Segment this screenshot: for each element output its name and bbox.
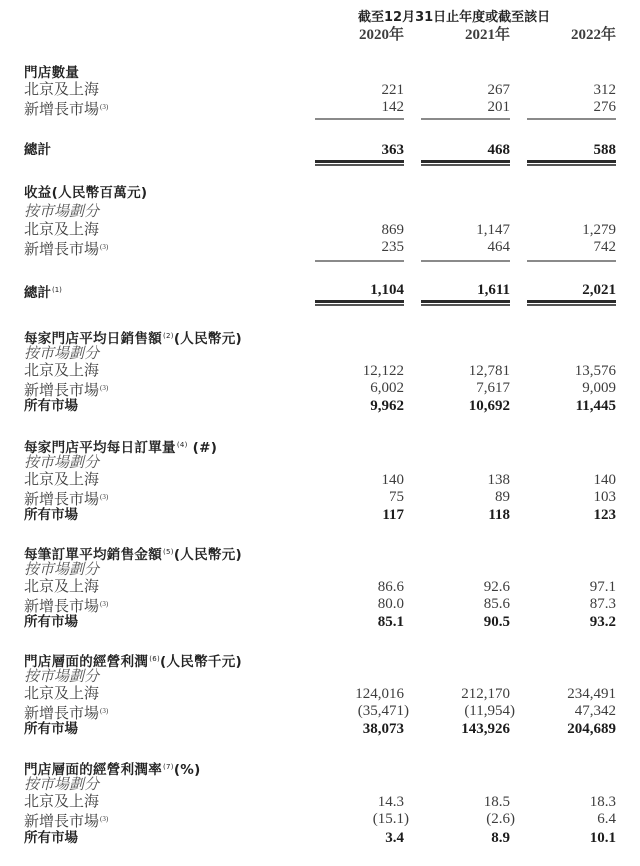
year-header-2021: 2021年 bbox=[464, 27, 510, 43]
section-title-revenue: 收益(人民幣百萬元) bbox=[24, 185, 148, 201]
subtitle-by-market: 按市場劃分 bbox=[24, 562, 100, 578]
label-text: 新增長市場 bbox=[24, 102, 100, 118]
cell: 312 bbox=[593, 82, 616, 98]
subtitle-by-market: 按市場劃分 bbox=[24, 204, 100, 220]
all-markets-label: 所有市場 bbox=[24, 398, 78, 414]
total-cell: 2,021 bbox=[582, 282, 616, 298]
total-cell: 204,689 bbox=[567, 721, 616, 737]
year-header-2020: 2020年 bbox=[358, 27, 404, 43]
cell: 276 bbox=[593, 99, 616, 115]
row-label-beijing-shanghai: 北京及上海 bbox=[24, 472, 100, 488]
double-rule bbox=[527, 160, 616, 166]
total-cell: 8.9 bbox=[491, 830, 510, 846]
cell: 212,170 bbox=[461, 686, 510, 702]
subtotal-rule bbox=[527, 260, 616, 262]
row-label-new-growth-markets bbox=[24, 811, 108, 828]
cell: 97.1 bbox=[589, 579, 616, 595]
section-title-avg-daily-sales bbox=[24, 328, 242, 345]
cell: 92.6 bbox=[483, 579, 510, 595]
title-text: 門店層面的經營利潤 bbox=[24, 654, 149, 670]
double-rule bbox=[527, 300, 616, 306]
title-text: 每筆訂單平均銷售金額 bbox=[24, 547, 162, 563]
cell: 86.6 bbox=[377, 579, 404, 595]
label-text: 總計 bbox=[24, 285, 51, 301]
section-title-avg-daily-orders bbox=[24, 437, 217, 454]
cell: 80.0 bbox=[377, 596, 404, 612]
subtotal-rule bbox=[527, 118, 616, 120]
cell: 7,617 bbox=[476, 380, 510, 396]
total-cell: 93.2 bbox=[589, 614, 616, 630]
cell-negative: (11,954) bbox=[464, 703, 515, 719]
total-cell: 1,104 bbox=[370, 282, 404, 298]
cell: 89 bbox=[495, 489, 510, 505]
label-text: 新增長市場 bbox=[24, 599, 100, 615]
row-label-new-growth-markets bbox=[24, 99, 108, 116]
footnote-ref: (3) bbox=[100, 707, 109, 715]
label-text: 新增長市場 bbox=[24, 706, 100, 722]
cell: 103 bbox=[593, 489, 616, 505]
unit-text: (人民幣元) bbox=[173, 547, 242, 563]
cell: 12,122 bbox=[362, 363, 404, 379]
footnote-ref: (2) bbox=[163, 332, 174, 340]
label-text: 新增長市場 bbox=[24, 814, 100, 830]
cell: 235 bbox=[381, 239, 404, 255]
section-title-avg-order-value bbox=[24, 544, 242, 561]
total-cell: 1,611 bbox=[477, 282, 510, 298]
label-text: 新增長市場 bbox=[24, 383, 100, 399]
all-markets-label: 所有市場 bbox=[24, 721, 78, 737]
cell: 1,147 bbox=[476, 222, 510, 238]
footnote-ref: (3) bbox=[100, 493, 109, 501]
unit-text: (%) bbox=[173, 762, 201, 778]
subtitle-by-market: 按市場劃分 bbox=[24, 346, 100, 362]
subtotal-rule bbox=[315, 260, 404, 262]
section-title-store-operating-profit bbox=[24, 651, 242, 668]
footnote-ref: (1) bbox=[52, 286, 62, 294]
all-markets-label: 所有市場 bbox=[24, 507, 78, 523]
cell: 87.3 bbox=[589, 596, 616, 612]
cell-negative: (35,471) bbox=[357, 703, 409, 719]
cell: 47,342 bbox=[574, 703, 616, 719]
total-cell: 90.5 bbox=[483, 614, 510, 630]
footnote-ref: (3) bbox=[100, 384, 109, 392]
subtotal-rule bbox=[421, 118, 510, 120]
row-label-new-growth-markets bbox=[24, 380, 108, 397]
year-header-2022: 2022年 bbox=[570, 27, 616, 43]
row-label-beijing-shanghai: 北京及上海 bbox=[24, 686, 100, 702]
row-label-new-growth-markets bbox=[24, 239, 108, 256]
cell: 869 bbox=[381, 222, 404, 238]
double-rule bbox=[315, 300, 404, 306]
total-cell: 363 bbox=[381, 142, 404, 158]
all-markets-label: 所有市場 bbox=[24, 614, 78, 630]
subtitle-by-market: 按市場劃分 bbox=[24, 455, 100, 471]
unit-text: (人民幣千元) bbox=[160, 654, 242, 670]
cell: 18.5 bbox=[483, 794, 510, 810]
subtotal-rule bbox=[421, 260, 510, 262]
footnote-ref: (3) bbox=[100, 243, 109, 251]
subtotal-rule bbox=[315, 118, 404, 120]
double-rule bbox=[315, 160, 404, 166]
row-label-beijing-shanghai: 北京及上海 bbox=[24, 363, 100, 379]
cell: 201 bbox=[487, 99, 510, 115]
cell: 18.3 bbox=[589, 794, 616, 810]
title-text: 每家門店平均日銷售額 bbox=[24, 331, 162, 347]
row-label-beijing-shanghai: 北京及上海 bbox=[24, 82, 100, 98]
unit-text: (人民幣元) bbox=[173, 331, 242, 347]
total-cell: 38,073 bbox=[362, 721, 404, 737]
section-title-store-count: 門店數量 bbox=[24, 65, 80, 81]
cell: 138 bbox=[487, 472, 510, 488]
cell: 14.3 bbox=[377, 794, 404, 810]
row-label-new-growth-markets bbox=[24, 703, 108, 720]
total-cell: 3.4 bbox=[385, 830, 404, 846]
total-label: 總計 bbox=[24, 142, 51, 158]
cell-negative: (15.1) bbox=[372, 811, 409, 827]
cell: 742 bbox=[593, 239, 616, 255]
cell: 9,009 bbox=[582, 380, 616, 396]
all-markets-label: 所有市場 bbox=[24, 830, 78, 846]
cell: 75 bbox=[389, 489, 404, 505]
cell: 13,576 bbox=[574, 363, 616, 379]
row-label-beijing-shanghai: 北京及上海 bbox=[24, 794, 100, 810]
row-label-beijing-shanghai: 北京及上海 bbox=[24, 579, 100, 595]
cell: 142 bbox=[381, 99, 404, 115]
footnote-ref: (4) bbox=[176, 441, 188, 449]
cell: 140 bbox=[381, 472, 404, 488]
footnote-ref: (3) bbox=[100, 600, 109, 608]
double-rule bbox=[421, 300, 510, 306]
double-rule bbox=[421, 160, 510, 166]
title-text: 每家門店平均每日訂單量 bbox=[24, 440, 176, 456]
cell: 124,016 bbox=[355, 686, 404, 702]
total-cell: 9,962 bbox=[370, 398, 404, 414]
cell: 12,781 bbox=[468, 363, 510, 379]
footnote-ref: (3) bbox=[100, 103, 109, 111]
total-cell: 10.1 bbox=[589, 830, 616, 846]
total-cell: 10,692 bbox=[468, 398, 510, 414]
total-cell: 123 bbox=[593, 507, 616, 523]
label-text: 新增長市場 bbox=[24, 242, 100, 258]
cell: 234,491 bbox=[567, 686, 616, 702]
cell-negative: (2.6) bbox=[486, 811, 515, 827]
subtitle-by-market: 按市場劃分 bbox=[24, 777, 100, 793]
row-label-beijing-shanghai: 北京及上海 bbox=[24, 222, 100, 238]
total-cell: 11,445 bbox=[575, 398, 616, 414]
total-label bbox=[24, 282, 62, 299]
footnote-ref: (3) bbox=[100, 815, 109, 823]
unit-text: (#) bbox=[187, 440, 218, 456]
row-label-new-growth-markets bbox=[24, 596, 108, 613]
cell: 140 bbox=[593, 472, 616, 488]
footnote-ref: (5) bbox=[163, 548, 174, 556]
title-text: 門店層面的經營利潤率 bbox=[24, 762, 162, 778]
footnote-ref: (7) bbox=[163, 763, 174, 771]
label-text: 新增長市場 bbox=[24, 492, 100, 508]
total-cell: 468 bbox=[487, 142, 510, 158]
cell: 464 bbox=[487, 239, 510, 255]
total-cell: 143,926 bbox=[461, 721, 510, 737]
period-header: 截至12月31日止年度或截至該日 bbox=[358, 10, 551, 25]
total-cell: 588 bbox=[593, 142, 616, 158]
row-label-new-growth-markets bbox=[24, 489, 108, 506]
subtitle-by-market: 按市場劃分 bbox=[24, 669, 100, 685]
cell: 6.4 bbox=[597, 811, 616, 827]
cell: 1,279 bbox=[582, 222, 616, 238]
total-cell: 85.1 bbox=[377, 614, 404, 630]
cell: 221 bbox=[381, 82, 404, 98]
cell: 6,002 bbox=[370, 380, 404, 396]
cell: 267 bbox=[487, 82, 510, 98]
footnote-ref: (6) bbox=[149, 655, 161, 663]
total-cell: 117 bbox=[382, 507, 404, 523]
total-cell: 118 bbox=[488, 507, 510, 523]
cell: 85.6 bbox=[483, 596, 510, 612]
section-title-store-operating-margin bbox=[24, 759, 201, 776]
